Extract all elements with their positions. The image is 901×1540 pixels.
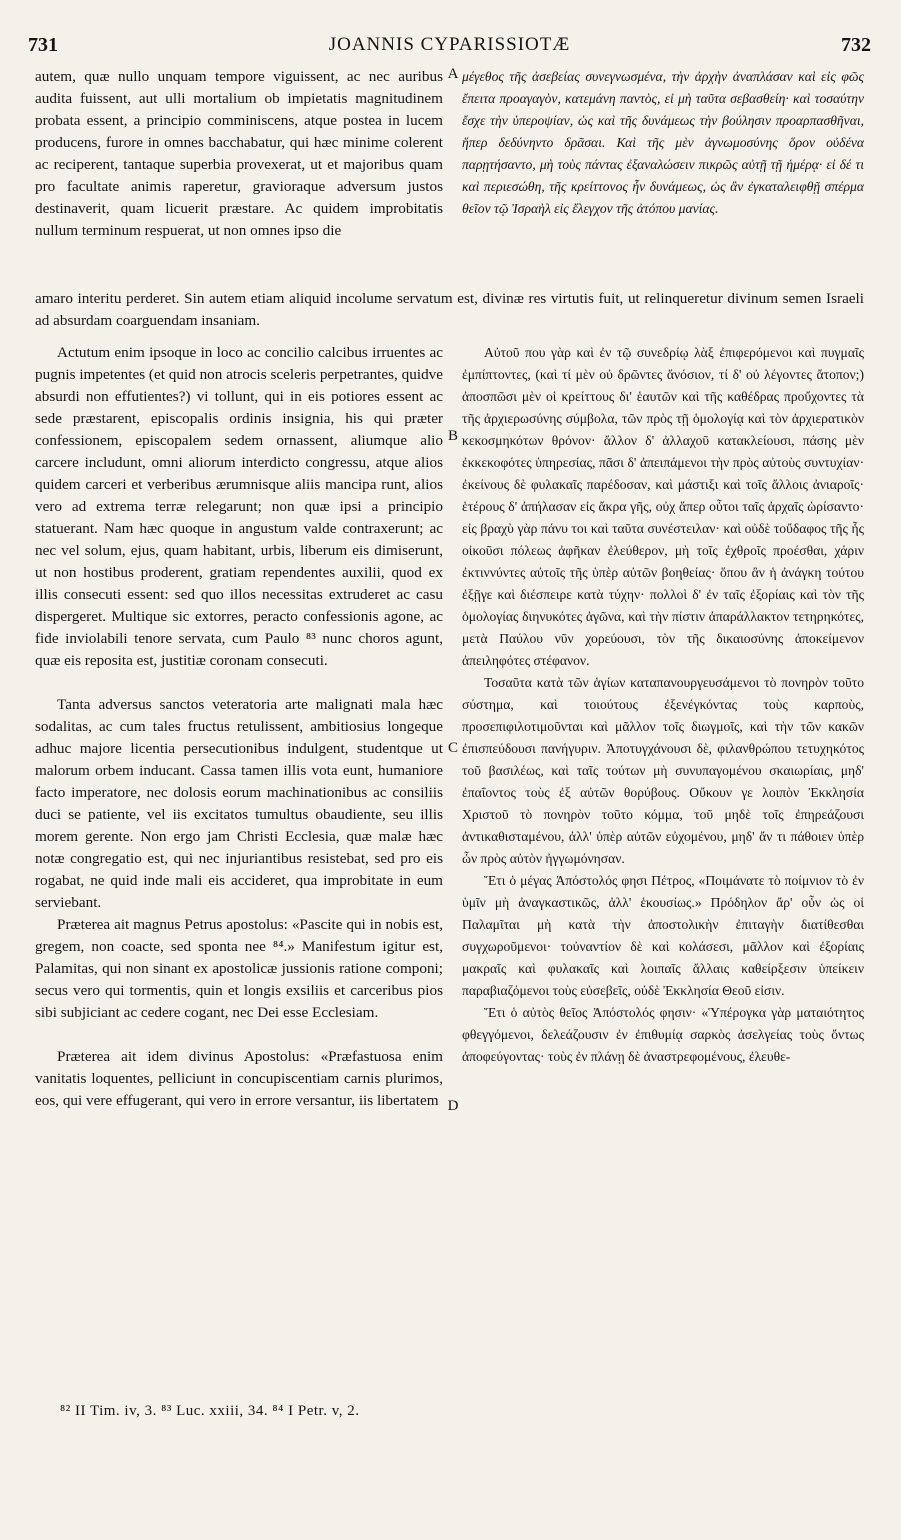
greek-paragraph: μέγεθος τῆς ἀσεβείας συνεγνωσμένα, τὴν ἀρχὴν ἀναπλάσαν καὶ εἰς φῶς ἔπειτα προαγαγὸν, κατεμάνη παντὸς, εἰ μὴ ταῦτα σεβασθείη· καὶ τοσαύτην ἔσχε τὴν ὑπεροψίαν, ὡς καὶ τῆς δυνάμεως τὴν βούλησιν προαρπασθῆναι, ἥπερ δεδύνηντο δρᾶσαι. Καὶ τῆς μὲν ἀγνωμοσύνης ὅρον οὐδένα παρῃτήσαντο, μὴ τοὺς πάντας ἐξαναλώσειν πικρῶς αὐτῇ τῇ ἡμέρᾳ· εἰ δέ τι καὶ περιεσώθη, τῆς κρείττονος ἦν δυνάμεως, ὡς ἂν ἐγκαταλειφθῇ σπέρμα θεῖον τῷ Ἰσραὴλ εἰς ἔλεγχον τῆς ἀτόπου μανίας.: [462, 69, 864, 216]
section-marker: B: [447, 428, 458, 444]
greek-column-main: [462, 342, 864, 1392]
running-title: JOANNIS CYPARISSIOTÆ: [328, 34, 571, 55]
latin-column-main: [35, 342, 443, 1392]
full-width-paragraph: amaro interitu perderet. Sin autem etiam aliquid incolume servatum est, divinæ res virtutis fuit, ut relinqueretur divinum semen Israeli ad absurdam coarguendam insaniam.: [35, 290, 864, 329]
right-page-number: 732: [840, 33, 871, 56]
left-page-number: 731: [28, 33, 58, 56]
footnotes: ⁸² II Tim. iv, 3. ⁸³ Luc. xxiii, 34. ⁸⁴ I Petr. v, 2.: [60, 1403, 360, 1419]
latin-paragraph: Præterea ait idem divinus Apostolus: «Præfastuosa enim vanitatis loquentes, pelliciunt in concupiscentiam carnis plurimos, eos, qui vere effugerant, qui vero in errore versantur, iis libertatem: [35, 1048, 443, 1109]
full-width-line: [35, 288, 864, 332]
latin-paragraph: Actutum enim ipsoque in loco ac concilio calcibus irruentes ac pugnis impetentes (et quid non atrocis sceleris perpetrantes, quidve absurdi non effutientes?) vi tollunt, qui in eis potiores essent ac sede præstarent, episcopalis ordinis insignia, his qui præter confessionem, episcopalem sedem ornassent, aliumque alio carcere includunt, omni aliorum interdicto congressu, atque alios quidem carceri et verberibus ærumnisque aliis mancipa runt, alios vero ad extrema terræ relegarunt; non quæ ipsi a principio statuerant. Nam hæc quoque in angustum valde contraxerunt; ac nec vel solum, ejus, quam habitant, urbis, liberum eis dimiserunt, ut non hostibus proderent, gratiam rependentes auxilii, quod ex illis consecuti essent: sed quo illos necessitas extruderet ac casu dispergeret. Multique sic extorres, peracto confessionis agone, ac fide inviolabili tenore servata, cum Paulo ⁸³ nunc choros agunt, quæ eis reposita est, justitiæ coronam consecuti.: [35, 344, 443, 669]
greek-paragraph: Ἔτι ὁ αὐτὸς θεῖος Ἀπόστολός φησιν· «Ὑπέρογκα γὰρ ματαιότητος φθεγγόμενοι, δελεάζουσιν ἐν ἐπιθυμίᾳ σαρκὸς ἀσελγείας τοὺς ὄντως ἀποφεύγοντας· τοὺς ἐν πλάνῃ δὲ ἀναστρεφομένους, ἐλευθε-: [462, 1005, 864, 1064]
latin-column-top: [35, 66, 443, 286]
section-marker: C: [447, 740, 458, 756]
latin-paragraph: Præterea ait magnus Petrus apostolus: «Pascite qui in nobis est, gregem, non coacte, sed sponta nee ⁸⁴.» Manifestum igitur est, Palamitas, qui non sinant ex apostolicæ jussionis ratione componi; secus vero qui tormentis, quin et longis exsiliis et carceribus pios sibi subjiciant ac cedere cogant, nec Dei esse Ecclesiam.: [35, 916, 443, 1021]
section-marker: A: [447, 66, 459, 82]
greek-column-top: [462, 66, 864, 286]
latin-paragraph: Tanta adversus sanctos veteratoria arte malignati mala hæc sodalitas, ac cum tales fructus retulissent, ambitiosius longeque adhuc majore licentia persecutionibus indulgent, studentque ut malorum orbem inducant. Cassa tamen illis vota eunt, humaniore facto imperatore, nec dolosis eorum machinationibus ac consiliis duci se patiente, vel iis excitatos tumultus obaudiente, seu illis morem gerente. Non ergo jam Christi Ecclesia, quæ malæ hæc notæ congregatio est, qui nec injuriantibus resistebat, sed pro eis rogabat, ne quid inde mali eis accideret, qua improbitate in eum serviebant.: [35, 696, 443, 911]
page-header: [28, 30, 871, 60]
latin-paragraph: autem, quæ nullo unquam tempore viguissent, ac nec auribus audita fuissent, aut ulli mortalium ob impietatis magnitudinem probata essent, a principio comminiscens, atque postea in lucem producens, furore in omnes bacchabatur, qui hæc minime colerent ac reciperent, tantaque superbia provexerat, ut et majoribus quam pro facultate animis raperetur, gravioraque adversum justos destinaverit, quam licuerit præstare. Ac quidem improbitatis nullum terminum respuerat, ut non omnes ipso die: [35, 68, 443, 239]
greek-paragraph: Τοσαῦτα κατὰ τῶν ἁγίων καταπανουργευσάμενοι τὸ πονηρὸν τοῦτο σύστημα, καὶ τοιούτους ἐξενέγκόντας τοὺς καρποὺς, προσεπιφιλοτιμοῦνται καὶ μᾶλλον τοῖς διωγμοῖς, καὶ τὴν τῶν κακῶν ἐπισπεύδουσι πανήγυριν. Ἀποτυγχάνουσι δὲ, φιλανθρώπου τετυχηκότος τοῦ βασιλέως, καὶ ταῖς τούτων μὴ συνυπαγομένου σκαιωρίαις, μηδ' ἐπαΐοντος τοὺς ἐξ αὐτῶν θορύβους. Οὔκουν γε λοιπὸν Ἐκκλησία Χριστοῦ τὸ πονηρὸν τοῦτο κόμμα, τοῦ μηδὲ τοῖς ἐπηρεάζουσι ἀντικαθισταμένου, ἀλλ' ὑπὲρ αὐτῶν εὐχομένου, μηδ' ἄν τι πάθοιεν ὑπὲρ ὧν πρὸς αὐτὸν ἠγγωμόνησαν.: [462, 675, 864, 866]
section-marker: D: [447, 1098, 459, 1114]
greek-paragraph: Ἔτι ὁ μέγας Ἀπόστολός φησι Πέτρος, «Ποιμάνατε τὸ ποίμνιον τὸ ἐν ὑμῖν μὴ ἀναγκαστικῶς, ἀλλ' ἑκουσίως.» Πρόδηλον ἄρ' οὖν ὡς οἱ Παλαμῖται μὴ κατὰ τὴν ἀποστολικὴν ἐπιταγὴν διατίθεσθαι συγχωροῦμενοι· τοὐναντίον δὲ καὶ κολάσεσι, μᾶλλον καὶ ἐξορίαις μακραῖς καὶ φυλακαῖς καὶ λοιπαῖς ἄλλαις καθείρξεσιν ὑπείκειν παραβιαζόμενοι τοὺς εὐσεβεῖς, οὐδὲ Ἐκκλησία Θεοῦ εἰσιν.: [462, 873, 864, 998]
greek-paragraph: Αὐτοῦ που γὰρ καὶ ἐν τῷ συνεδρίῳ λὰξ ἐπιφερόμενοι καὶ πυγμαῖς ἐμπίπτοντες, (καὶ τί μὲν οὐ δρῶντες ἄνόσιον, τί δ' οὐ λέγοντες ἄτοπον;) ἀποσπῶσι μὲν οἱ κρείττους δι' ἑαυτῶν καὶ τῆς καθέδρας προὔχοντες τὰ τῆς ἀρχιερωσύνης σύμβολα, τῶν πρὸς τῇ ὁμολογίᾳ καὶ τὸν ἀρχιερατικὸν κεκοσμηκότων θρόνον· ἄλλον δ' ἀλλαχοῦ κατακλείουσι, πάσης μὲν ἐκκεκοφότες ὑπηρεσίας, πᾶσι δ' ἀπειπάμενοι τὴν πρὸς αὐτοὺς συντυχίαν· ἐκείνους δὲ φυλακαῖς παρέδοσαν, καὶ μάστιξι καὶ τοῖς ἄλλοις ἀνιαροῖς· ἑτέρους δ' ἀπήλασαν εἰς ἄκρα γῆς, οὐχ ἅπερ οὗτοι ταῖς ἀρχαῖς ὡρίσαντο· εἰς βραχὺ γὰρ πάνυ τοι καὶ ταῦτα συνέστειλαν· καὶ οὐδὲ τοὔδαφος τῆς ἧς οἰκοῦσι πόλεως ἀφῆκαν ἐλεύθερον, μὴ τοῖς ἐχθροῖς προέσθαι, χάριν ἐκτιννύντες αὐτοῖς τῆς ὑπὲρ αὐτῶν βοηθείας· ὅπου ἂν ἡ ἀνάγκη τούτου ἐξῇγε καὶ διέσπειρε κατὰ τύχην· πολλοὶ δ' ἐν ταῖς ἐξορίαις καὶ τὸν τῆς ὁμολογίας διηνυκότες ἀγῶνα, καὶ τὴν πίστιν ἀπαράλλακτον τετηρηκότες, μετὰ Παύλου νῦν χορεύουσι, τὸν τῆς δικαιοσύνης ἀποκείμενον ἀπειληφότες στέφανον.: [462, 345, 864, 668]
